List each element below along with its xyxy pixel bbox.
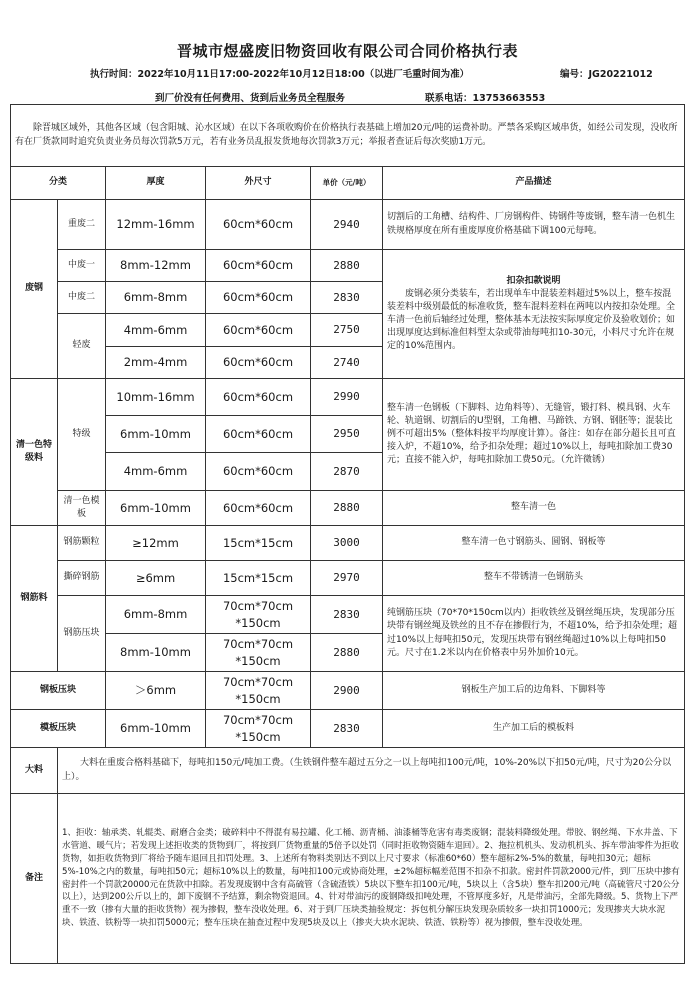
thickness-cell: ＞6mm — [106, 672, 206, 710]
description-cell: 纯钢筋压块（70*70*150cm以内）拒收铁丝及钢丝绳压块，发现部分压块带有钢丝绳及铁丝的且不存在掺假行为，不超10%，给予扣杂处理；超过10%以上每吨扣50元，发现压块带有钢丝绳超过10%以上每吨扣50元。尺寸在1.2米以内在价格表中另外加价10元。 — [383, 596, 685, 672]
price-table — [10, 104, 685, 964]
notice-row — [11, 105, 685, 167]
table-row — [11, 200, 685, 250]
subcategory-granule: 钢筋颗粒 — [58, 526, 106, 561]
notice-text: 除晋城区域外，其他各区域（包含阳城、沁水区域）在以下各项收购价在价格执行表基础上增加20元/吨的运费补助。严禁各采购区域串货，如经公司发现，没收所有在厂货款同时追究负责业务员每次罚款5万元，若有业务员乱报发货地每次罚款3万元；举报者查证后每次奖励1万元。 — [11, 105, 685, 167]
description-cell: 整车不带锈清一色钢筋头 — [383, 561, 685, 596]
price-cell: 2880 — [311, 491, 383, 526]
thickness-cell: 8mm-10mm — [106, 634, 206, 672]
table-row — [11, 561, 685, 596]
table-row — [11, 748, 685, 794]
big-material-text: 大料在重废合格料基础下，每吨扣150元/吨加工费。（生铁钢件整车超过五分之一以上每吨扣100元/吨，10%-20%以下扣50元/吨，尺寸为20公分以上）。 — [58, 748, 685, 794]
subcategory-light: 轻废 — [58, 314, 106, 379]
header-row — [11, 167, 685, 200]
size-cell: 15cm*15cm — [206, 561, 311, 596]
description-cell: 整车清一色寸钢筋头、圆钢、钢板等 — [383, 526, 685, 561]
thickness-cell: 6mm-10mm — [106, 416, 206, 453]
category-plate-block: 钢板压块 — [11, 672, 106, 710]
size-cell: 70cm*70cm *150cm — [206, 672, 311, 710]
deduction-text: 废钢必须分类装车，若出现单车中混装差料超过5%以上，整车按混装差料中级别最低的标准收货，整车混料差料在两吨以内按扣杂处理。全车清一色前后轴经过处理，整体基本无法按实际厚度定价及验收划价；如出现厚度达到标准但料型太杂或带油每吨扣10-30元，小料尺寸允许在规定的10%范围内。 — [387, 288, 676, 352]
category-big-material: 大料 — [11, 748, 58, 794]
price-cell: 2900 — [311, 672, 383, 710]
thickness-cell: 10mm-16mm — [106, 379, 206, 416]
table-row — [11, 250, 685, 282]
size-cell: 60cm*60cm — [206, 200, 311, 250]
subcategory-mid1: 中废一 — [58, 250, 106, 282]
description-cell: 整车清一色钢板（下脚料、边角料等）、无缝管，锻打料、模具钢、火车轮、轨道钢、切割后的U型钢，工角槽、马蹄铁、方钢、钢胚等；混装比例不可超出5%（整体料按平均厚度计算）。备注：如存在部分超长且可直接入炉，不超10%，给予扣杂处理；超过10%以上，每吨扣除加工费30元；直接不能入炉，每吨扣除加工费50元。（允许微锈） — [383, 379, 685, 491]
size-cell: 60cm*60cm — [206, 347, 311, 379]
table-row — [11, 526, 685, 561]
size-cell: 60cm*60cm — [206, 453, 311, 491]
price-cell: 3000 — [311, 526, 383, 561]
thickness-cell: ≥12mm — [106, 526, 206, 561]
size-cell: 70cm*70cm *150cm — [206, 634, 311, 672]
description-cell: 整车清一色 — [383, 491, 685, 526]
price-cell: 2880 — [311, 250, 383, 282]
size-cell: 60cm*60cm — [206, 379, 311, 416]
header-description: 产品描述 — [383, 167, 685, 200]
category-rebar: 钢筋料 — [11, 526, 58, 672]
price-cell: 2950 — [311, 416, 383, 453]
header-thickness: 厚度 — [106, 167, 206, 200]
table-row — [11, 794, 685, 964]
subcategory-shredded: 撕碎钢筋 — [58, 561, 106, 596]
remarks-label: 备注 — [11, 794, 58, 964]
table-row — [11, 710, 685, 748]
exec-time: 执行时间：2022年10月11日17:00-2022年10月12日18:00（以进厂毛重时间为准） — [90, 69, 470, 80]
size-cell: 60cm*60cm — [206, 250, 311, 282]
header-outer-size: 外尺寸 — [206, 167, 311, 200]
category-template-block: 模板压块 — [11, 710, 106, 748]
thickness-cell: 8mm-12mm — [106, 250, 206, 282]
subcategory-special: 特级 — [58, 379, 106, 491]
category-scrap-steel: 废钢 — [11, 200, 58, 379]
description-cell: 切割后的工角槽、结构件、厂房钢构件、铸钢件等废钢，整车清一色机生铁规格厚度在所有重废厚度价格基础下调100元每吨。 — [383, 200, 685, 250]
contact-phone: 联系电话：13753663553 — [425, 93, 546, 104]
thickness-cell: 6mm-8mm — [106, 282, 206, 314]
subcategory-template-plate: 清一色模板 — [58, 491, 106, 526]
subcategory-rebar-block: 钢筋压块 — [58, 596, 106, 672]
delivery-note: 到厂价没有任何费用、货到后业务员全程服务 — [155, 93, 346, 104]
exec-time-line — [90, 66, 653, 80]
deduction-description-cell — [383, 250, 685, 379]
table-row — [11, 491, 685, 526]
size-cell: 70cm*70cm *150cm — [206, 596, 311, 634]
thickness-cell: 6mm-10mm — [106, 491, 206, 526]
size-cell: 15cm*15cm — [206, 526, 311, 561]
table-row — [11, 379, 685, 416]
category-pure-special: 清一色特级料 — [11, 379, 58, 526]
subcategory-heavy2: 重废二 — [58, 200, 106, 250]
thickness-cell: 6mm-8mm — [106, 596, 206, 634]
price-cell: 2830 — [311, 710, 383, 748]
document-title: 晋城市煜盛废旧物资回收有限公司合同价格执行表 — [176, 42, 518, 60]
size-cell: 60cm*60cm — [206, 416, 311, 453]
header-unit-price: 单价（元/吨） — [311, 167, 383, 200]
thickness-cell: 4mm-6mm — [106, 314, 206, 347]
thickness-cell: ≥6mm — [106, 561, 206, 596]
price-cell: 2870 — [311, 453, 383, 491]
size-cell: 60cm*60cm — [206, 282, 311, 314]
table-row — [11, 596, 685, 634]
thickness-cell: 6mm-10mm — [106, 710, 206, 748]
header-category: 分类 — [11, 167, 106, 200]
thickness-cell: 4mm-6mm — [106, 453, 206, 491]
size-cell: 60cm*60cm — [206, 491, 311, 526]
description-cell: 生产加工后的模板料 — [383, 710, 685, 748]
size-cell: 60cm*60cm — [206, 314, 311, 347]
remarks-text: 1、拒收：轴承类、轧辊类、耐磨合金类；破碎料中不得混有易拉罐、化工桶、沥青桶、油漆桶等危害有毒类废钢；混装料降级处理。带胶、钢丝绳、下水井盖、下水管道、暖气片；若发现上述拒收类的货物到厂，将按到厂货物重量的5倍予以处罚（同时拒收物资随车退回）。2、拖拉机机头、发动机机头、拆车带油零件为拒收货物，如拒收货物到厂将给予随车退回且扣罚处理。3、上述所有物料类别达不到以上尺寸要求（标准60*60）整车超标2%-5%的数量，每吨扣30元；超标5%-10%之内的数量，每吨扣50元；超标10%以上的数量，每吨扣100元或协商处理，±2%超标幅差范围不扣杂不扣款。密封件罚款2000元/件，到厂压块中掺有密封件一个罚款20000元在货款中扣除。若发现废钢中含有高硫管（含硫渣铁）5块以下整车扣100元/吨，5块以上（含5块）整车扣200元/吨（高硫管尺寸20公分以上），达到200公斤以上的，卸下废钢不予结算，剩余物资退回。4、针对带油污的废钢降级扣吨处理，不管厚度多好，凡是带油污，全部先降级。5、货物上下严重不一致（掺有大量的拒收货物）视为掺假，整车没收处理。6、对于到厂压块类抽验规定：拆包机分解压块发现杂质较多一块扣罚1000元；发现掺夹大块水泥块、铁渣、铁粉等一块扣罚5000元；整车压块在抽查过程中发现5块及以上（掺夹大块水泥块、铁渣、铁粉等）视为掺假，整车没收处理。 — [58, 794, 685, 964]
doc-number: 编号：JG20221012 — [560, 69, 653, 80]
price-cell: 2740 — [311, 347, 383, 379]
price-cell: 2830 — [311, 282, 383, 314]
price-cell: 2830 — [311, 596, 383, 634]
delivery-line — [155, 90, 546, 104]
size-cell: 70cm*70cm *150cm — [206, 710, 311, 748]
subcategory-mid2: 中废二 — [58, 282, 106, 314]
price-cell: 2750 — [311, 314, 383, 347]
deduction-title: 扣杂扣款说明 — [506, 275, 561, 286]
thickness-cell: 12mm-16mm — [106, 200, 206, 250]
description-cell: 钢板生产加工后的边角料、下脚料等 — [383, 672, 685, 710]
price-cell: 2970 — [311, 561, 383, 596]
table-row — [11, 672, 685, 710]
thickness-cell: 2mm-4mm — [106, 347, 206, 379]
price-cell: 2990 — [311, 379, 383, 416]
price-cell: 2940 — [311, 200, 383, 250]
price-cell: 2880 — [311, 634, 383, 672]
